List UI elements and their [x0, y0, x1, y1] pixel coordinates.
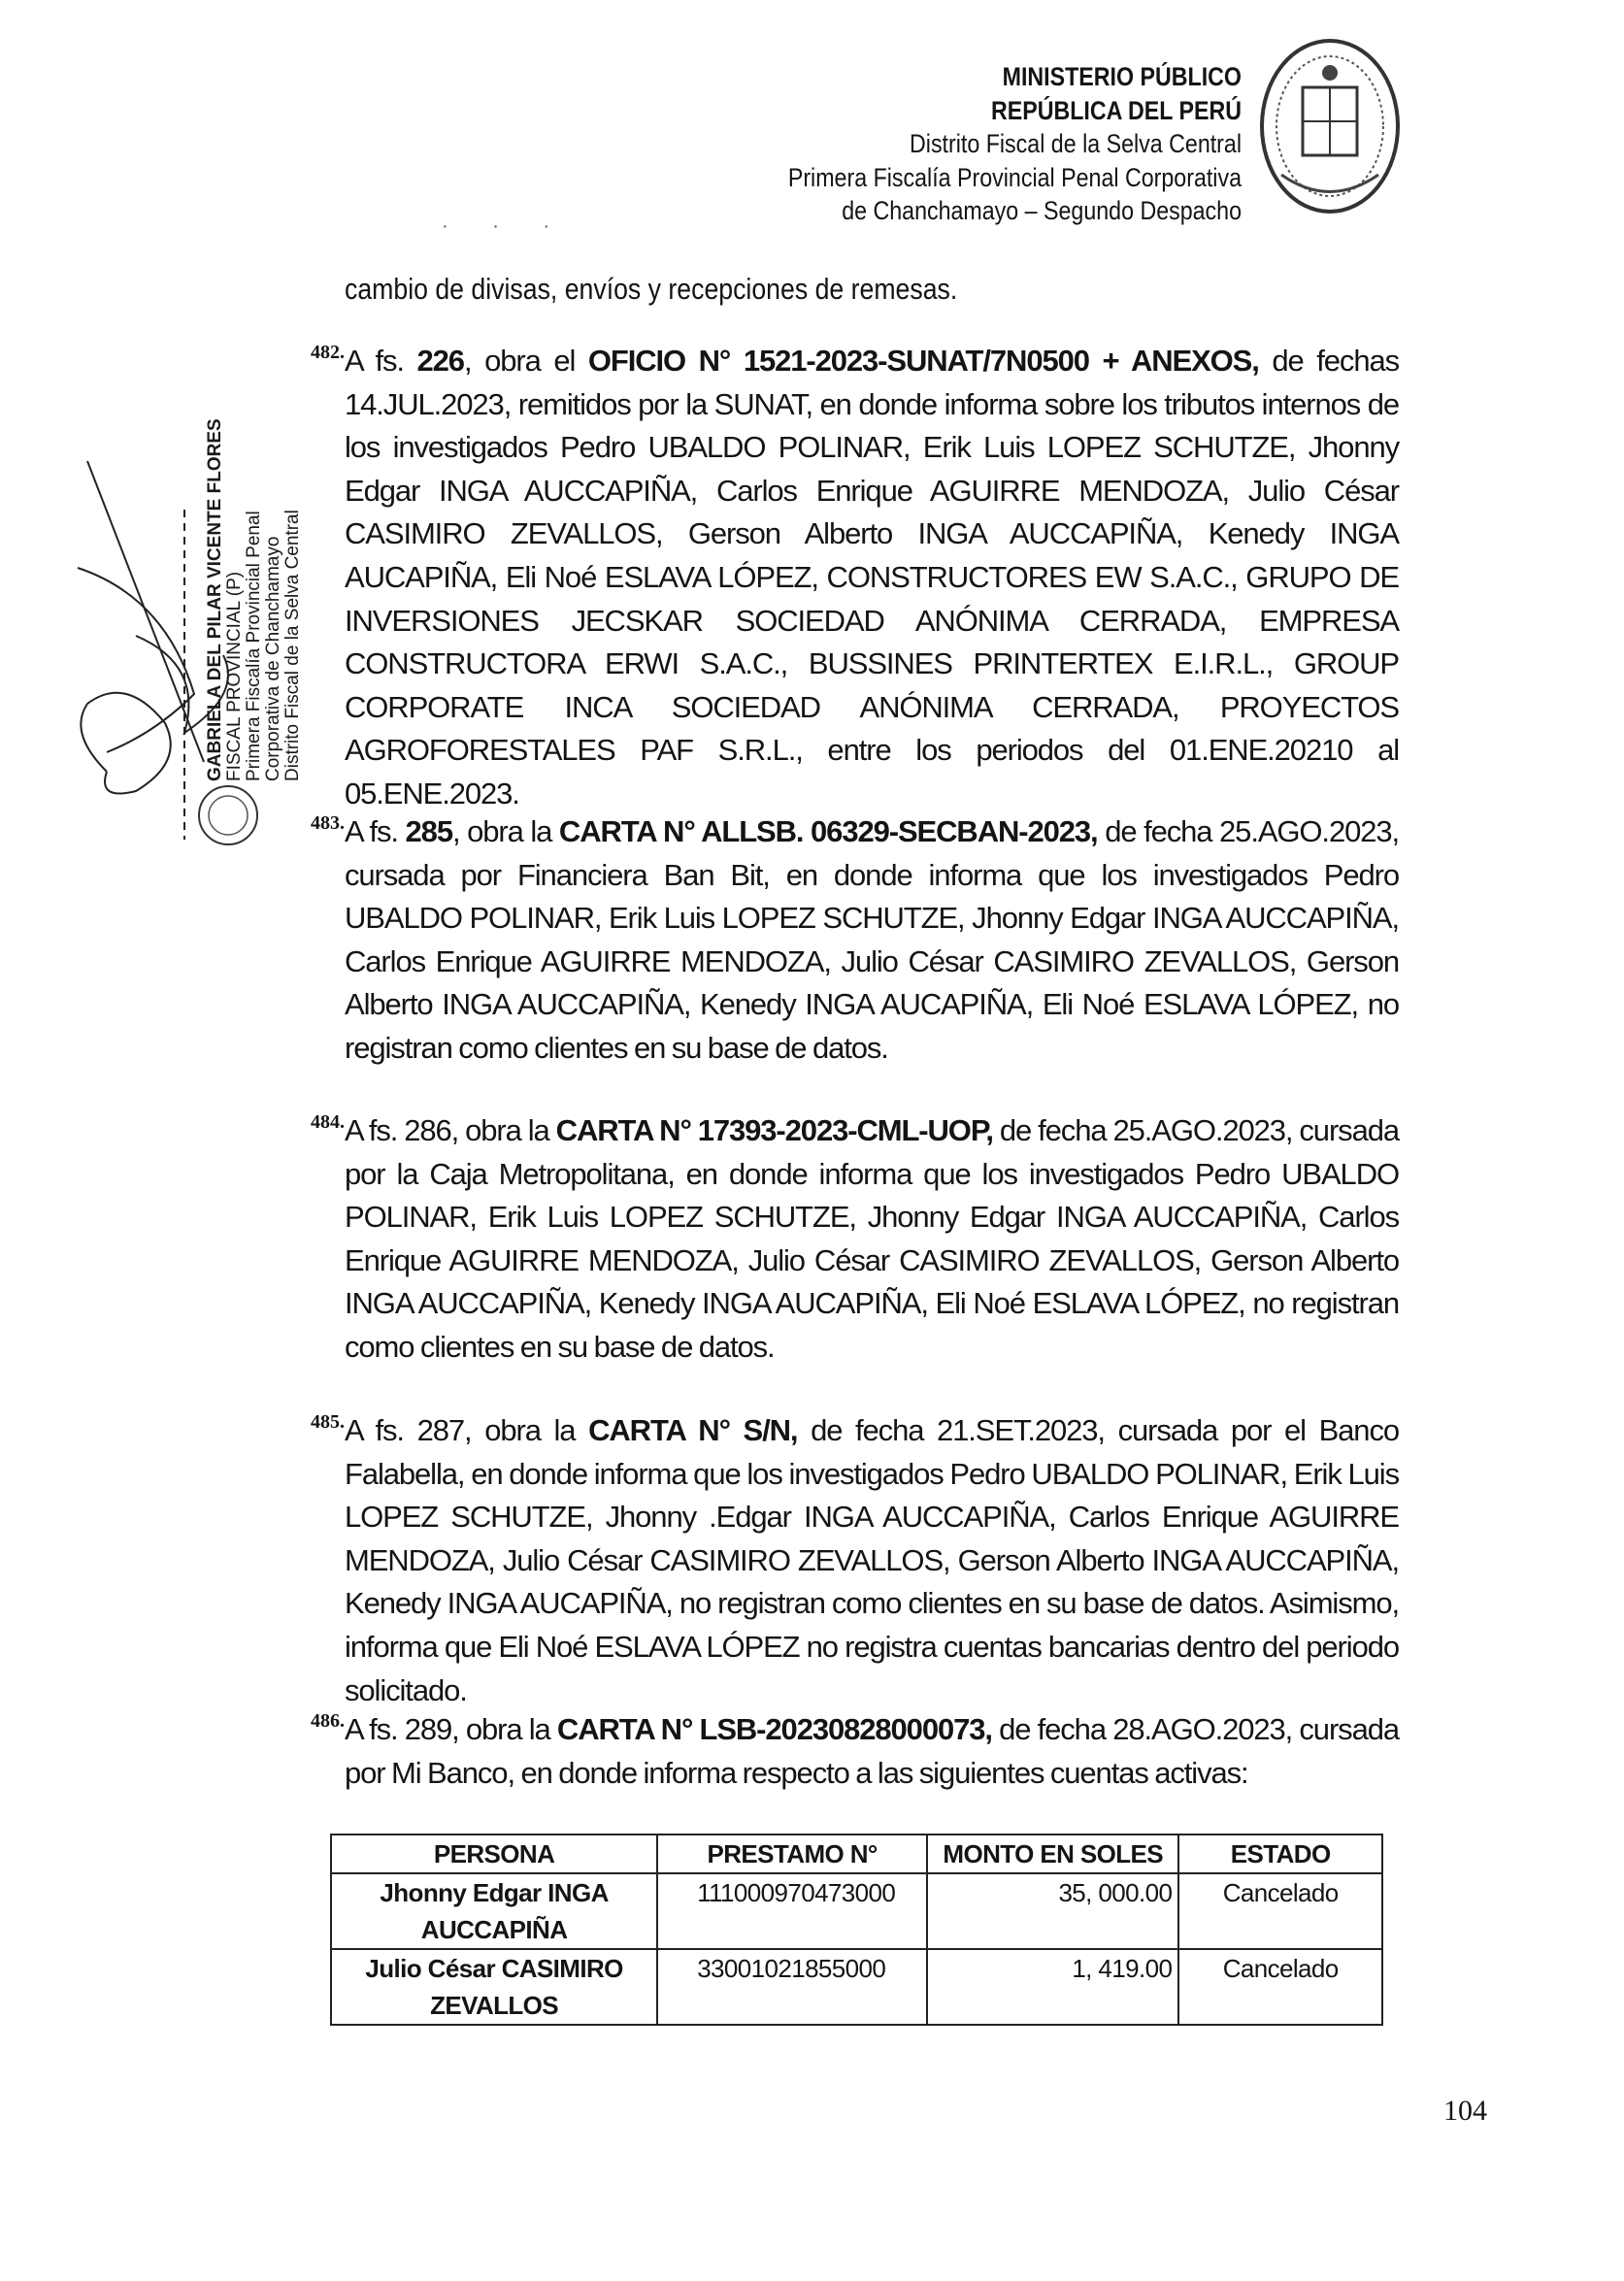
page-number: 104: [1443, 2095, 1487, 2127]
paragraph-number: 484.: [311, 1111, 345, 1133]
cell-estado: Cancelado: [1178, 1949, 1382, 2025]
cell-monto: 1, 419.00: [927, 1949, 1178, 2025]
paragraph-484: [291, 1109, 1399, 1370]
column-header-monto: MONTO EN SOLES: [927, 1835, 1178, 1873]
header-line-ministerio: MINISTERIO PÚBLICO: [1002, 62, 1242, 91]
header-line-despacho: de Chanchamayo – Segundo Despacho: [842, 196, 1242, 225]
stamp-line-distrito: Distrito Fiscal de la Selva Central: [282, 510, 303, 781]
paragraph-482: [291, 340, 1399, 816]
ministerio-seal-icon: [1252, 29, 1408, 223]
cell-persona: Julio César CASIMIRO ZEVALLOS: [331, 1949, 657, 2025]
paragraph-483: [291, 810, 1399, 1071]
paragraph-486: [291, 1708, 1399, 1795]
document-header: [657, 60, 1242, 228]
stamp-line-corporativa: Corporativa de Chanchamayo: [263, 536, 283, 781]
cell-monto: 35, 000.00: [927, 1873, 1178, 1949]
header-line-fiscalia: Primera Fiscalía Provincial Penal Corporativa: [787, 162, 1242, 192]
paragraph-485: [291, 1409, 1399, 1712]
mibanco-accounts-table: [330, 1834, 1383, 2026]
paragraph-text: A fs. 287, obra la CARTA N° S/N, de fecha 21.SET.2023, cursada por el Banco Falabella, en donde informa que los investigados Pedro UBALDO POLINAR, Erik Luis LOPEZ SCHUTZE, Jhonny .Edgar INGA AUCCAPIÑA, Carlos Enrique AGUIRRE MENDOZA, Julio César CASIMIRO ZEVALLOS, Gerson Alberto INGA AUCCAPIÑA, Kenedy INGA AUCAPIÑA, no registran como clientes en su base de datos. Asimismo, informa que Eli Noé ESLAVA LÓPEZ no registra cuentas bancarias dentro del periodo solicitado.: [345, 1413, 1399, 1707]
cell-prestamo: 111000970473000: [657, 1873, 927, 1949]
cell-persona: Jhonny Edgar INGA AUCCAPIÑA: [331, 1873, 657, 1949]
intro-continuation-line: cambio de divisas, envíos y recepciones de remesas.: [345, 272, 958, 306]
paragraph-number: 482.: [311, 342, 345, 363]
paragraph-text: A fs. 285, obra la CARTA N° ALLSB. 06329-SECBAN-2023, de fecha 25.AGO.2023, cursada por Financiera Ban Bit, en donde informa que los investigados Pedro UBALDO POLINAR, Erik Luis LOPEZ SCHUTZE, Jhonny Edgar INGA AUCCAPIÑA, Carlos Enrique AGUIRRE MENDOZA, Julio César CASIMIRO ZEVALLOS, Gerson Alberto INGA AUCCAPIÑA, Kenedy INGA AUCAPIÑA, Eli Noé ESLAVA LÓPEZ, no registran como clientes en su base de datos.: [345, 814, 1400, 1065]
stamp-line-title: FISCAL PROVINCIAL (P): [224, 571, 245, 781]
paragraph-number: 485.: [311, 1411, 345, 1433]
stamp-line-fiscalia: Primera Fiscalía Provincial Penal: [244, 511, 264, 781]
paragraph-number: 483.: [311, 812, 345, 834]
cell-estado: Cancelado: [1178, 1873, 1382, 1949]
header-line-republica: REPÚBLICA DEL PERÚ: [990, 95, 1242, 125]
scan-dots: · · ·: [442, 215, 570, 237]
column-header-estado: ESTADO: [1178, 1835, 1382, 1873]
paragraph-number: 486.: [311, 1710, 345, 1732]
stamp-line-name: GABRIELA DEL PILAR VICENTE FLORES: [205, 418, 225, 781]
paragraph-text: A fs. 226, obra el OFICIO N° 1521-2023-SUNAT/7N0500 + ANEXOS, de fechas 14.JUL.2023, remitidos por la SUNAT, en donde informa sobre los tributos internos de los investigados Pedro UBALDO POLINAR, Erik Luis LOPEZ SCHUTZE, Jhonny Edgar INGA AUCCAPIÑA, Carlos Enrique AGUIRRE MENDOZA, Julio César CASIMIRO ZEVALLOS, Gerson Alberto INGA AUCCAPIÑA, Kenedy INGA AUCAPIÑA, Eli Noé ESLAVA LÓPEZ, CONSTRUCTORES EW S.A.C., GRUPO DE INVERSIONES JECSKAR SOCIEDAD ANÓNIMA CERRADA, EMPRESA CONSTRUCTORA ERWI S.A.C., BUSSINES PRINTERTEX E.I.R.L., GROUP CORPORATE INCA SOCIEDAD ANÓNIMA CERRADA, PROYECTOS AGROFORESTALES PAF S.R.L., entre los periodos del 01.ENE.20210 al 05.ENE.2023.: [345, 344, 1400, 810]
cell-prestamo: 33001021855000: [657, 1949, 927, 2025]
stamp-text-block: [206, 418, 303, 781]
paragraph-text: A fs. 289, obra la CARTA N° LSB-20230828000073, de fecha 28.AGO.2023, cursada por Mi Banco, en donde informa respecto a las siguientes cuentas activas:: [345, 1712, 1399, 1790]
column-header-persona: PERSONA: [331, 1835, 657, 1873]
paragraph-text: A fs. 286, obra la CARTA N° 17393-2023-CML-UOP, de fecha 25.AGO.2023, cursada por la Caja Metropolitana, en donde informa que los investigados Pedro UBALDO POLINAR, Erik Luis LOPEZ SCHUTZE, Jhonny Edgar INGA AUCCAPIÑA, Carlos Enrique AGUIRRE MENDOZA, Julio César CASIMIRO ZEVALLOS, Gerson Alberto INGA AUCCAPIÑA, Kenedy INGA AUCAPIÑA, Eli Noé ESLAVA LÓPEZ, no registran como clientes en su base de datos.: [345, 1113, 1399, 1364]
table-header-row: [331, 1835, 1382, 1873]
header-line-distrito: Distrito Fiscal de la Selva Central: [910, 129, 1242, 158]
column-header-prestamo: PRESTAMO N°: [657, 1835, 927, 1873]
table-row: [331, 1949, 1382, 2025]
table-row: [331, 1873, 1382, 1949]
